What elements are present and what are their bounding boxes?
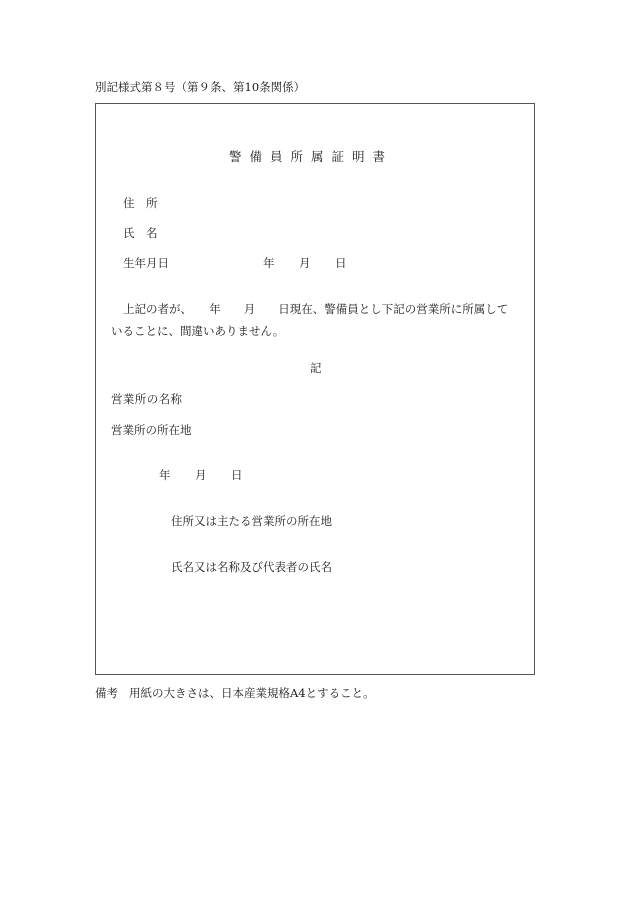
date-month: 月	[195, 468, 207, 482]
statement-line-2: いることに、間違いありません。	[111, 324, 285, 338]
issuer-address-label: 住所又は主たる営業所の所在地	[171, 514, 332, 528]
office-name-label: 営業所の名称	[111, 392, 183, 406]
remark-text: 用紙の大きさは、日本産業規格A4とすること。	[129, 686, 375, 700]
date-year: 年	[159, 468, 171, 482]
document-title: 警備員所属証明書	[229, 149, 394, 164]
address-label: 住 所	[123, 196, 158, 210]
issuer-name-label: 氏名又は名称及び代表者の氏名	[171, 560, 332, 574]
form-number-label: 別記様式第８号（第９条、第10条関係）	[95, 80, 306, 94]
dob-day: 日	[335, 256, 347, 270]
ki-marker: 記	[310, 361, 322, 375]
form-border	[95, 103, 535, 675]
name-label: 氏 名	[123, 226, 158, 240]
dob-label: 生年月日	[123, 256, 169, 270]
office-address-label: 営業所の所在地	[111, 423, 192, 437]
statement-line-1: 上記の者が、 年 月 日現在、警備員とし下記の営業所に所属して	[123, 302, 509, 316]
dob-month: 月	[299, 256, 311, 270]
date-day: 日	[231, 468, 243, 482]
dob-year: 年	[263, 256, 275, 270]
remark-label: 備考	[95, 686, 118, 700]
